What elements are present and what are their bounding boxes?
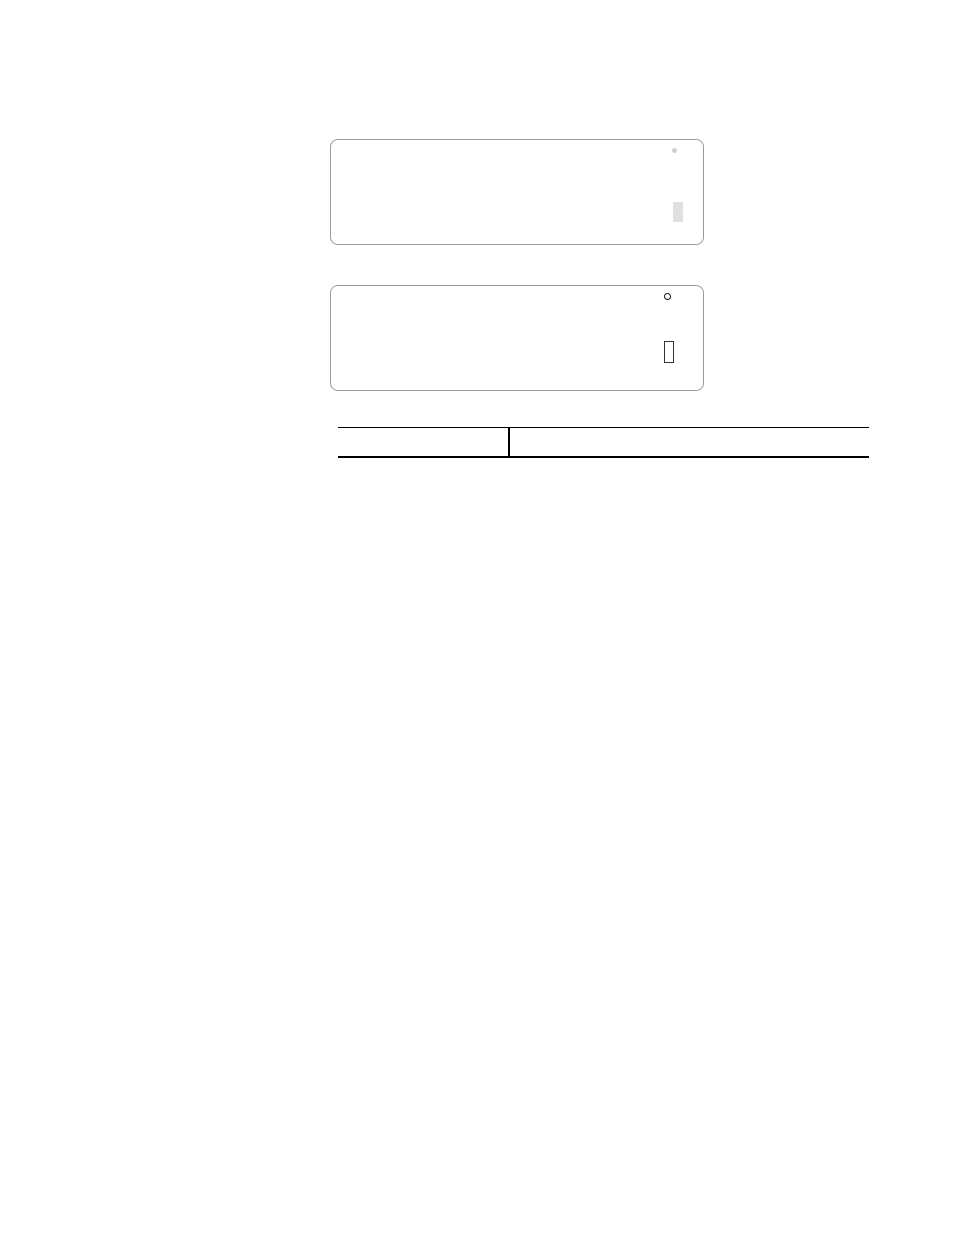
on-indicator: [664, 341, 674, 363]
degree-symbol: [664, 293, 671, 300]
description-header: [509, 428, 869, 458]
table-header-row: [338, 428, 869, 458]
display-panel-temperature: [330, 285, 704, 391]
seven-segment-digits: [331, 286, 703, 390]
on-indicator-dim: [673, 202, 683, 222]
display-panel-time: [330, 139, 704, 245]
degree-dot-dim: [672, 148, 677, 153]
seven-segment-digits: [331, 140, 703, 244]
displays-header: [338, 428, 509, 458]
displays-table: [338, 427, 869, 458]
